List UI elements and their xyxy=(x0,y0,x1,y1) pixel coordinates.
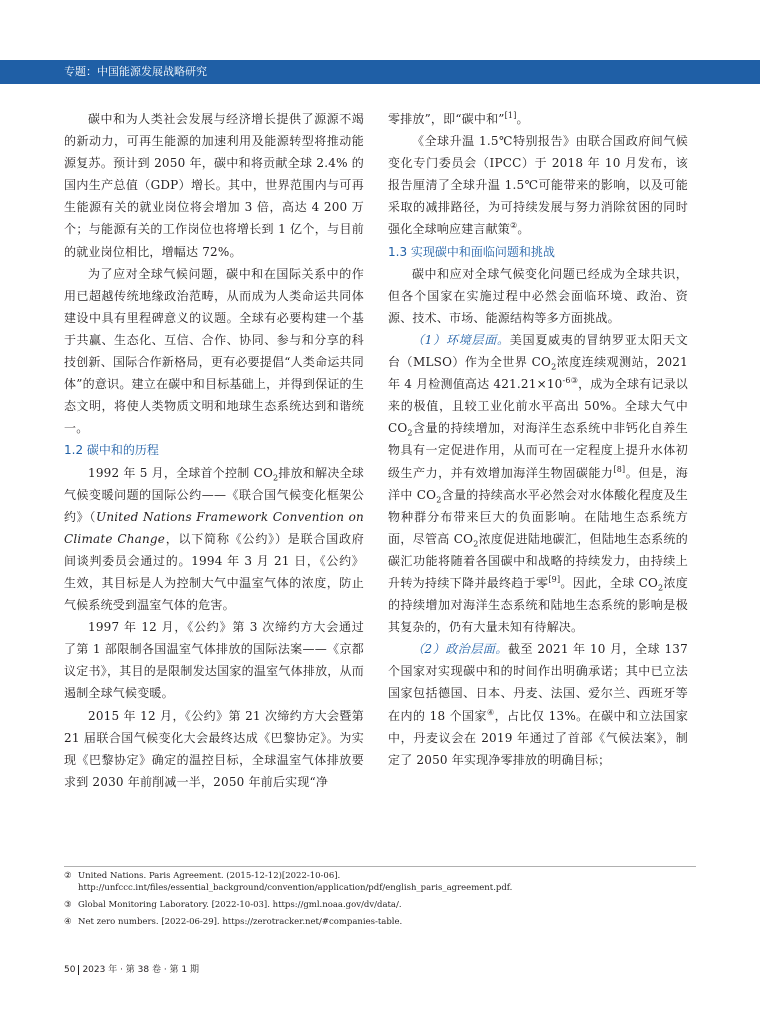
citation: [9] xyxy=(548,574,561,584)
section-header-label: 专题：中国能源发展战略研究 xyxy=(64,65,207,78)
issue-info: 2023 年 · 第 38 卷 · 第 1 期 xyxy=(82,965,200,975)
subheading: （1）环境层面。 xyxy=(412,332,510,347)
paragraph: 1997 年 12 月，《公约》第 3 次缔约方大会通过了第 1 部限制各国温室气体排放的国际法案——《京都议定书》，其目的是限制发达国家的温室气体排放，从而遏制全球气候变暖。 xyxy=(64,620,364,701)
subheading: （2）政治层面。 xyxy=(412,642,508,657)
footnote: ② United Nations. Paris Agreement. (2015-12-12)[2022-10-06]. http://unfccc.int/files/essential_background/convention/application/pdf/english_paris_agreement.pdf. xyxy=(64,871,513,893)
section-heading-1-2: 1.2 碳中和的历程 xyxy=(64,443,159,458)
footnote: ④ Net zero numbers. [2022-06-29]. https://zerotracker.net/#companies-table. xyxy=(64,917,403,927)
paragraph: 《全球升温 1.5℃特别报告》由联合国政府间气候变化专门委员会（IPCC）于 2018 年 10 月发布，该报告厘清了全球升温 1.5℃可能带来的影响，以及可能采取的减排路径，为可持续发展与努力消除贫困的同时强化全球响应建言献策②。 xyxy=(388,134,688,237)
footnote-marker: ③ xyxy=(570,376,579,386)
paragraph: 2015 年 12 月，《公约》第 21 次缔约方大会暨第 21 届联合国气候变化大会最终达成《巴黎协定》。为实现《巴黎协定》确定的温控目标，全球温室气体排放要求到 2030 年前削减一半，2050 年前后实现“净 xyxy=(64,708,364,789)
citation: [8] xyxy=(613,464,626,474)
page-number: 50 xyxy=(64,965,79,975)
left-column xyxy=(64,108,364,793)
section-header-bar xyxy=(0,60,760,84)
paragraph: （1）环境层面。美国夏威夷的冒纳罗亚太阳天文台（MLSO）作为全世界 $CO_2$浓度连续观测站，2021 年 4 月检测值高达 $421.21\times 10^{-6③}$，成为全球有记录以来的极值，且较工业化前水平高出 50%。全球大气中 $CO_2$含量的持续增加，对海洋生态系统中非钙化自养生物具有一定促进作用，从而可在一定程度上提升水体初级生产力，并有效增加海洋生物固碳能力[8]。但是，海洋中 $CO_2$含量的持续高水平必然会对水体酸化程度及生物种群分布带来巨大的负面影响。在陆地生态系统方面，尽管高 $CO_2$浓度促进陆地碳汇，但陆地生态系统的碳汇功能将随着各国碳中和战略的持续发力，由持续上升转为持续下降并最终趋于零[9]。因此，全球 $CO_2$浓度的持续增加对海洋生态系统和陆地生态系统的影响是极其复杂的，仍有大量未知有待解决。 xyxy=(388,332,688,635)
paragraph: 零排放”，即“碳中和”[1]。 xyxy=(388,111,529,126)
footnotes xyxy=(64,870,696,933)
footnote-divider xyxy=(64,866,696,867)
citation: [1] xyxy=(504,111,517,120)
paragraph: 为了应对全球气候问题，碳中和在国际关系中的作用已超越传统地缘政治范畴，从而成为人类命运共同体建设中具有里程碑意义的议题。全球有必要构建一个基于共赢、生态化、互信、合作、协同、参与和分享的科技创新、国际合作新格局，更有必要提倡“人类命运共同体”的意识。建立在碳中和目标基础上，并得到保证的生态文明，将使人类物质文明和地球生态系统达到和谐统一。 xyxy=(64,266,364,436)
right-column xyxy=(388,108,688,771)
paragraph: 1992 年 5 月，全球首个控制 $CO_2$排放和解决全球气候变暖问题的国际公约——《联合国气候变化框架公约》（United Nations Framework Convention on Climate Change，以下简称《公约》）是联合国政府间谈判委员会通过的。1994 年 3 月 21 日，《公约》生效，其目标是人为控制大气中温室气体的浓度，防止气候系统受到温室气体的危害。 xyxy=(64,465,365,613)
paragraph: 碳中和为人类社会发展与经济增长提供了源源不竭的新动力，可再生能源的加速利用及能源转型将推动能源复苏。预计到 2050 年，碳中和将贡献全球 2.4% 的国内生产总值（GDP）增长。其中，世界范围内与可再生能源有关的就业岗位将会增加 3 倍，高达 4 200 万个；与能源有关的工作岗位也将增长到 1 亿个，与目前的就业岗位相比，增幅达 72%。 xyxy=(64,112,364,259)
paragraph: 碳中和应对全球气候变化问题已经成为全球共识，但各个国家在实施过程中必然会面临环境、政治、资源、技术、市场、能源结构等多方面挑战。 xyxy=(388,266,688,325)
footnote: ③ Global Monitoring Laboratory. [2022-10-03]. https://gml.noaa.gov/dv/data/. xyxy=(64,900,402,910)
paragraph: （2）政治层面。截至 2021 年 10 月，全球 137 个国家对实现碳中和的时间作出明确承诺；其中已立法国家包括德国、日本、丹麦、法国、爱尔兰、西班牙等在内的 18 个国家④，占比仅 13%。在碳中和立法国家中，丹麦议会在 2019 年通过了首部《气候法案》，制定了 2050 年实现净零排放的明确目标； xyxy=(388,642,689,767)
page-folio xyxy=(64,962,199,975)
footnote-marker: ② xyxy=(510,221,518,231)
section-heading-1-3: 1.3 实现碳中和面临问题和挑战 xyxy=(388,244,555,259)
footnote-marker: ④ xyxy=(486,707,495,717)
